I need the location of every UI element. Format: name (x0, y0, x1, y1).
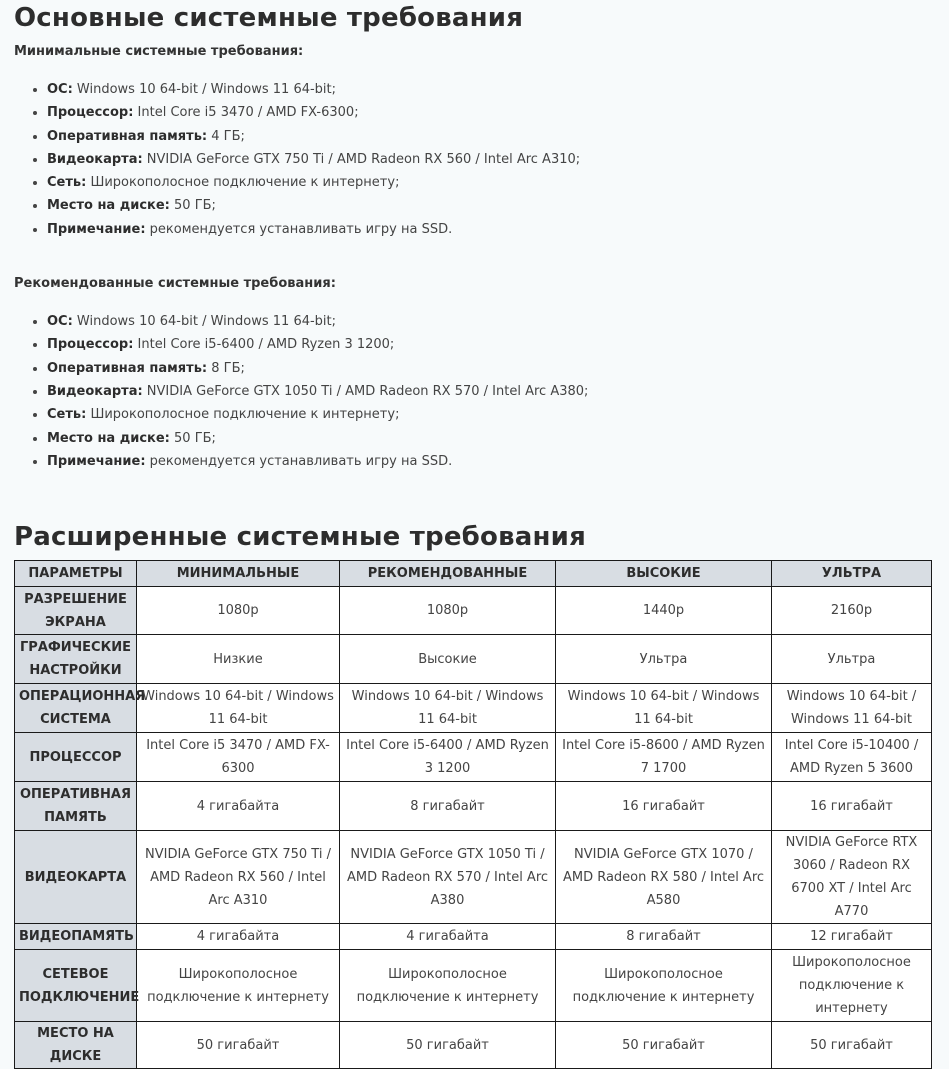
table-header (15, 561, 932, 587)
table-row-parameter: ОПЕРАЦИОННАЯ СИСТЕМА (15, 684, 137, 733)
table-row-parameter: МЕСТО НА ДИСКЕ (15, 1022, 137, 1069)
table-cell: 4 гигабайта (137, 924, 340, 950)
table-row (15, 733, 932, 782)
table-cell: 1440p (556, 587, 772, 635)
table-row (15, 950, 932, 1022)
requirement-label: Процессор: (47, 337, 134, 353)
table-cell: Intel Core i5 3470 / AMD FX-6300 (137, 733, 340, 782)
table-cell: 1080p (137, 587, 340, 635)
table-row-parameter: ОПЕРАТИВНАЯ ПАМЯТЬ (15, 782, 137, 831)
requirement-label: Место на диске: (47, 198, 170, 214)
table-column-header: МИНИМАЛЬНЫЕ (137, 561, 340, 587)
table-cell: Intel Core i5-6400 / AMD Ryzen 3 1200 (340, 733, 556, 782)
requirement-value: Windows 10 64-bit / Windows 11 64-bit; (72, 314, 337, 330)
table-cell: 4 гигабайта (137, 782, 340, 831)
table-cell: 50 гигабайт (772, 1022, 932, 1069)
table-row-parameter: ПРОЦЕССОР (15, 733, 137, 782)
requirement-label: ОС: (47, 82, 73, 97)
requirement-value: Windows 10 64-bit / Windows 11 64-bit; (72, 82, 337, 97)
table-cell: Ультра (772, 635, 932, 684)
table-cell: Высокие (340, 635, 556, 684)
table-column-header: РЕКОМЕНДОВАННЫЕ (340, 561, 556, 587)
requirement-item (47, 357, 935, 380)
requirement-label: Видеокарта: (47, 151, 143, 167)
requirement-item (47, 450, 935, 473)
requirement-label: Оперативная память: (47, 360, 208, 376)
table-cell: 50 гигабайт (137, 1022, 340, 1069)
table-row-parameter: СЕТЕВОЕ ПОДКЛЮЧЕНИЕ (15, 950, 137, 1022)
table-cell: Широкополосное подключение к интернету (137, 950, 340, 1022)
table-cell: 8 гигабайт (340, 782, 556, 831)
requirement-value: Intel Core i5 3470 / AMD FX-6300; (133, 105, 359, 121)
table-cell: Ультра (556, 635, 772, 684)
table-cell: Низкие (137, 635, 340, 684)
table-cell: NVIDIA GeForce RTX 3060 / Radeon RX 6700 XT / Intel Arc A770 (772, 831, 932, 924)
requirement-value: 8 ГБ; (207, 360, 245, 376)
requirement-value: Широкополосное подключение к интернету; (86, 407, 400, 423)
requirement-label: Процессор: (47, 105, 134, 121)
requirement-label: Сеть: (47, 407, 87, 423)
table-cell: 12 гигабайт (772, 924, 932, 950)
basic-requirements-title: Основные системные требования (14, 3, 524, 33)
requirement-item (47, 310, 935, 333)
requirement-label: Оперативная память: (47, 128, 208, 144)
table-row-parameter: ВИДЕОПАМЯТЬ (15, 924, 137, 950)
extended-requirements-table (14, 560, 932, 1069)
table-cell: Windows 10 64-bit / Windows 11 64-bit (137, 684, 340, 733)
requirement-value: рекомендуется устанавливать игру на SSD. (145, 221, 453, 237)
requirement-item (47, 194, 935, 217)
requirement-label: Сеть: (47, 175, 87, 191)
requirement-label: Место на диске: (47, 430, 170, 446)
table-body (15, 587, 932, 1069)
requirement-item (47, 125, 935, 148)
table-cell: Intel Core i5-10400 / AMD Ryzen 5 3600 (772, 733, 932, 782)
minimum-requirements-list (14, 78, 935, 241)
table-row (15, 587, 932, 635)
table-row (15, 831, 932, 924)
table-cell: 1080p (340, 587, 556, 635)
requirement-item (47, 218, 935, 241)
requirement-item (47, 403, 935, 426)
table-row-parameter: ГРАФИЧЕСКИЕ НАСТРОЙКИ (15, 635, 137, 684)
table-row-parameter: ВИДЕОКАРТА (15, 831, 137, 924)
requirement-label: Примечание: (47, 453, 146, 469)
requirement-item (47, 380, 935, 403)
requirement-item (47, 148, 935, 171)
table-cell: Intel Core i5-8600 / AMD Ryzen 7 1700 (556, 733, 772, 782)
table-row (15, 684, 932, 733)
extended-requirements-title: Расширенные системные требования (14, 522, 586, 553)
requirement-value: NVIDIA GeForce GTX 1050 Ti / AMD Radeon RX 570 / Intel Arc A380; (142, 383, 589, 399)
table-cell: NVIDIA GeForce GTX 1050 Ti / AMD Radeon RX 570 / Intel Arc A380 (340, 831, 556, 924)
requirement-value: NVIDIA GeForce GTX 750 Ti / AMD Radeon RX 560 / Intel Arc A310; (142, 151, 581, 167)
table-cell: Широкополосное подключение к интернету (556, 950, 772, 1022)
table-cell: Широкополосное подключение к интернету (772, 950, 932, 1022)
table-cell: 16 гигабайт (772, 782, 932, 831)
requirement-label: ОС: (47, 314, 73, 330)
recommended-requirements-heading: Рекомендованные системные требования: (14, 276, 336, 292)
requirement-value: Intel Core i5-6400 / AMD Ryzen 3 1200; (133, 337, 395, 353)
requirement-item (47, 171, 935, 194)
requirement-item (47, 78, 935, 101)
table-cell: Windows 10 64-bit / Windows 11 64-bit (772, 684, 932, 733)
requirement-value: рекомендуется устанавливать игру на SSD. (145, 453, 453, 469)
table-row-parameter: РАЗРЕШЕНИЕ ЭКРАНА (15, 587, 137, 635)
table-row (15, 635, 932, 684)
table-row (15, 1022, 932, 1069)
table-cell: 8 гигабайт (556, 924, 772, 950)
table-cell: 50 гигабайт (556, 1022, 772, 1069)
requirement-value: 4 ГБ; (207, 128, 245, 144)
table-cell: NVIDIA GeForce GTX 1070 / AMD Radeon RX 580 / Intel Arc A580 (556, 831, 772, 924)
table-column-header: УЛЬТРА (772, 561, 932, 587)
requirement-value: 50 ГБ; (169, 198, 216, 214)
requirement-item (47, 427, 935, 450)
table-cell: 16 гигабайт (556, 782, 772, 831)
table-cell: NVIDIA GeForce GTX 750 Ti / AMD Radeon RX 560 / Intel Arc A310 (137, 831, 340, 924)
requirement-item (47, 333, 935, 356)
table-cell: Широкополосное подключение к интернету (340, 950, 556, 1022)
requirement-value: 50 ГБ; (169, 430, 216, 446)
table-cell: Windows 10 64-bit / Windows 11 64-bit (340, 684, 556, 733)
table-cell: 2160p (772, 587, 932, 635)
requirement-item (47, 101, 935, 124)
requirement-label: Примечание: (47, 221, 146, 237)
table-row (15, 924, 932, 950)
recommended-requirements-list (14, 310, 935, 473)
table-header-row (15, 561, 932, 587)
requirement-value: Широкополосное подключение к интернету; (86, 175, 400, 191)
table-row (15, 782, 932, 831)
table-cell: 4 гигабайта (340, 924, 556, 950)
requirement-label: Видеокарта: (47, 383, 143, 399)
table-cell: 50 гигабайт (340, 1022, 556, 1069)
table-column-header: ПАРАМЕТРЫ (15, 561, 137, 587)
minimum-requirements-heading: Минимальные системные требования: (14, 44, 304, 59)
table-cell: Windows 10 64-bit / Windows 11 64-bit (556, 684, 772, 733)
table-column-header: ВЫСОКИЕ (556, 561, 772, 587)
